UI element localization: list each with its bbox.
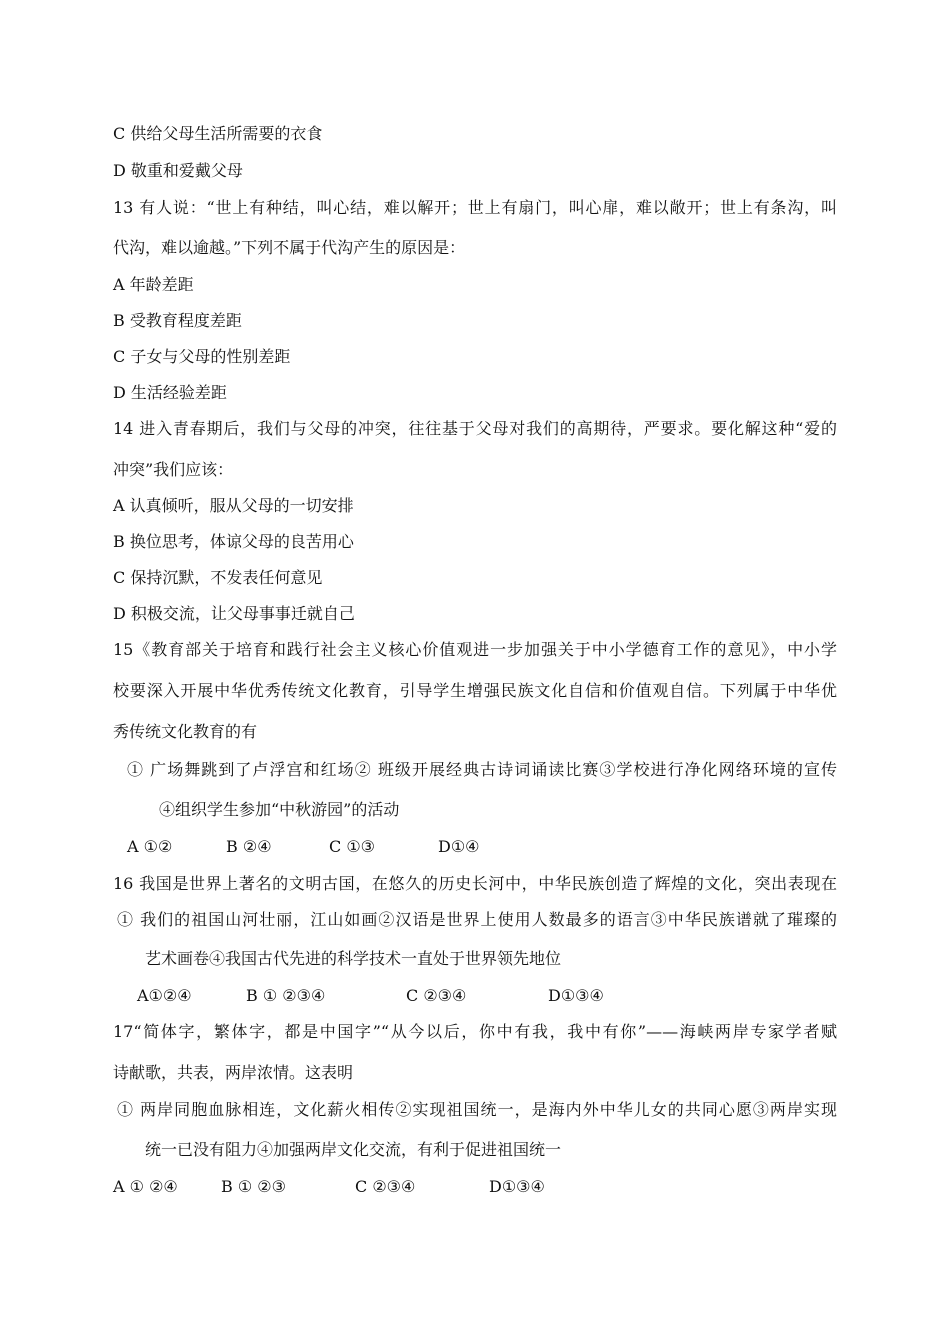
q17-choice-a: A ① ②④ [113, 1177, 178, 1196]
q14-option-c: C 保持沉默，不发表任何意见 [113, 568, 323, 587]
q16-stem: 16 我国是世界上著名的文明古国，在悠久的历史长河中，中华民族创造了辉煌的文化，突出表现在 [113, 874, 837, 893]
q17-choice-b: B ① ②③ [221, 1177, 286, 1196]
q15-choice-c: C ①③ [329, 837, 376, 856]
q13-stem-line-1: 13 有人说：“世上有种结，叫心结，难以解开；世上有扇门，叫心扉，难以敞开；世上有条沟，叫 [113, 198, 837, 217]
q12-option-c: C 供给父母生活所需要的衣食 [113, 124, 323, 143]
q14-stem-line-2: 冲突”我们应该： [113, 460, 234, 479]
q13-stem-line-2: 代沟，难以逾越。”下列不属于代沟产生的原因是： [113, 238, 466, 257]
q13-option-c: C 子女与父母的性别差距 [113, 347, 291, 366]
q15-statements-line-2: ④组织学生参加“中秋游园”的活动 [159, 800, 400, 819]
q16-statements-line-2: 艺术画卷④我国古代先进的科学技术一直处于世界领先地位 [145, 949, 562, 968]
q15-stem-line-3: 秀传统文化教育的有 [113, 722, 258, 741]
q16-choice-d: D①③④ [548, 986, 604, 1005]
q12-option-d: D 敬重和爱戴父母 [113, 161, 243, 180]
q17-choice-c: C ②③④ [355, 1177, 416, 1196]
q13-option-d: D 生活经验差距 [113, 383, 227, 402]
q15-choice-d: D①④ [438, 837, 480, 856]
q14-option-a: A 认真倾听，服从父母的一切安排 [113, 496, 354, 515]
q16-statements-line-1: ① 我们的祖国山河壮丽，江山如画②汉语是世界上使用人数最多的语言③中华民族谱就了璀璨的 [117, 910, 837, 929]
q17-choice-d: D①③④ [489, 1177, 545, 1196]
q14-option-b: B 换位思考，体谅父母的良苦用心 [113, 532, 354, 551]
q16-choice-b: B ① ②③④ [246, 986, 326, 1005]
q15-stem-line-1: 15《教育部关于培育和践行社会主义核心价值观进一步加强关于中小学德育工作的意见》，中小学 [113, 640, 837, 659]
q13-option-b: B 受教育程度差距 [113, 311, 242, 330]
q14-option-d: D 积极交流，让父母事事迁就自己 [113, 604, 355, 623]
q17-statements-line-2: 统一已没有阻力④加强两岸文化交流，有利于促进祖国统一 [145, 1140, 562, 1159]
q16-choice-c: C ②③④ [406, 986, 467, 1005]
q16-choice-a: A①②④ [137, 986, 192, 1005]
q15-choice-b: B ②④ [226, 837, 272, 856]
q17-statements-line-1: ① 两岸同胞血脉相连，文化薪火相传②实现祖国统一，是海内外中华儿女的共同心愿③两岸实现 [117, 1100, 837, 1119]
q13-option-a: A 年龄差距 [113, 275, 194, 294]
q14-stem-line-1: 14 进入青春期后，我们与父母的冲突，往往基于父母对我们的高期待，严要求。要化解这种“爱的 [113, 419, 837, 438]
q15-stem-line-2: 校要深入开展中华优秀传统文化教育，引导学生增强民族文化自信和价值观自信。下列属于中华优 [113, 681, 837, 700]
q15-statements-line-1: ① 广场舞跳到了卢浮宫和红场② 班级开展经典古诗词诵读比赛③学校进行净化网络环境的宣传 [127, 760, 837, 779]
q17-stem-line-2: 诗献歌，共表，两岸浓情。这表明 [113, 1063, 354, 1082]
q17-stem-line-1: 17“简体字，繁体字，都是中国字”“从今以后，你中有我，我中有你”——海峡两岸专家学者赋 [113, 1022, 837, 1041]
q15-choice-a: A ①② [127, 837, 173, 856]
